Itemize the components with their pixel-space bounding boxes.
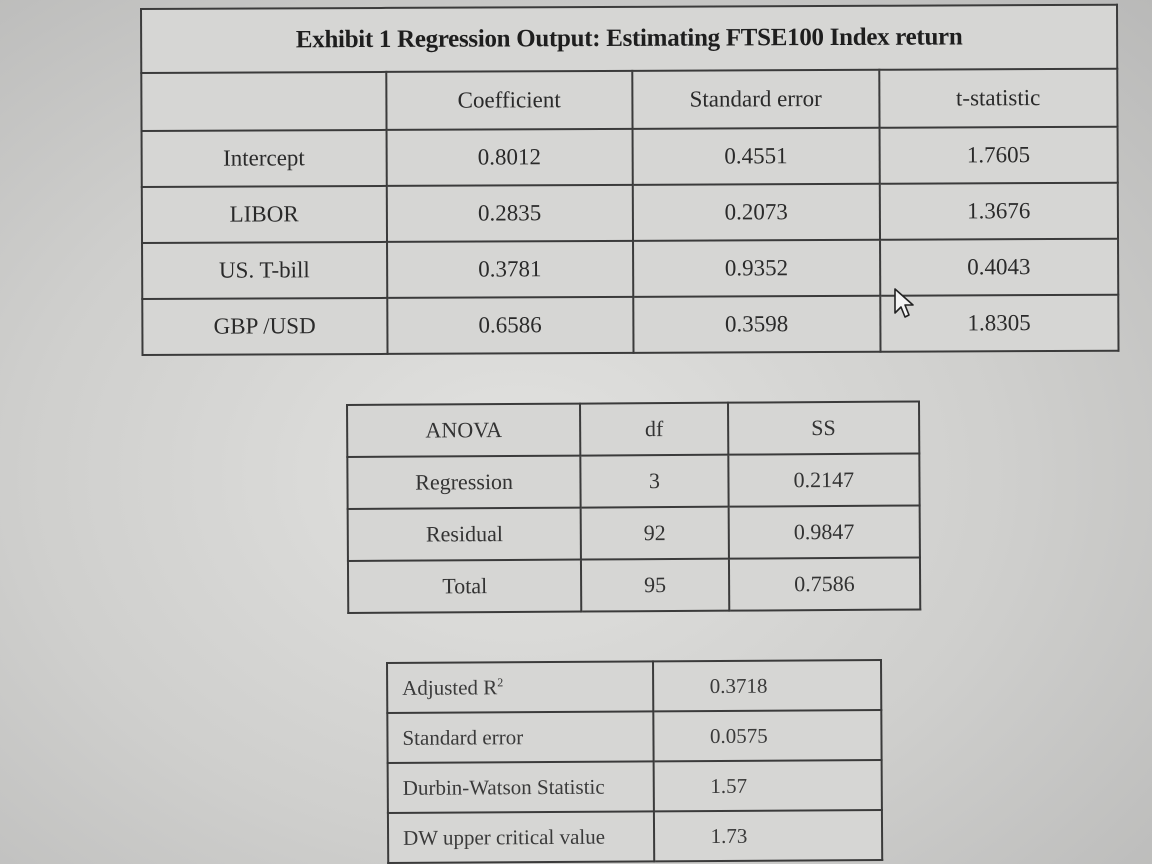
- table-row: [142, 183, 1118, 243]
- coefficient-cell: 0.2835: [386, 185, 633, 242]
- df-cell: 95: [581, 559, 729, 612]
- table-row: [388, 810, 882, 863]
- row-label: Total: [348, 560, 582, 613]
- row-label: US. T-bill: [142, 242, 387, 299]
- value-cell: 1.57: [653, 760, 882, 811]
- t-stat-cell: 1.3676: [879, 183, 1118, 240]
- table-row: [142, 295, 1118, 355]
- t-stat-cell: 1.7605: [879, 127, 1118, 184]
- ss-cell: 0.9847: [728, 505, 920, 558]
- table-row: [348, 505, 920, 560]
- header-df: df: [580, 403, 728, 456]
- header-t-statistic: t-statistic: [879, 69, 1118, 128]
- coefficient-cell: 0.6586: [387, 297, 634, 354]
- table-row: [142, 127, 1118, 187]
- t-stat-cell: 0.4043: [880, 239, 1119, 296]
- adjusted-r-label: Adjusted R: [402, 674, 498, 700]
- anova-table: [346, 400, 921, 614]
- row-label: LIBOR: [142, 186, 387, 243]
- regression-output-table: [140, 4, 1120, 356]
- value-cell: 0.0575: [653, 710, 882, 761]
- ss-cell: 0.7586: [729, 557, 921, 610]
- header-standard-error: Standard error: [632, 70, 879, 129]
- row-label: GBP /USD: [142, 298, 387, 355]
- row-label: [387, 661, 653, 713]
- coefficient-cell: 0.8012: [386, 129, 633, 186]
- row-label: DW upper critical value: [388, 811, 654, 863]
- row-label: Durbin-Watson Statistic: [388, 761, 654, 813]
- row-label: Intercept: [142, 130, 387, 187]
- mouse-pointer-icon: [893, 287, 919, 321]
- header-blank: [141, 72, 386, 131]
- table-row: [348, 557, 920, 612]
- header-row: [141, 69, 1117, 131]
- table-row: [387, 660, 881, 713]
- table-row: [142, 239, 1118, 299]
- table-row: [387, 710, 881, 763]
- table-row: [388, 760, 882, 813]
- t-stat-cell: 1.8305: [880, 295, 1119, 352]
- r-squared-superscript: 2: [497, 674, 504, 689]
- regression-statistics-table: [386, 659, 883, 864]
- header-ss: SS: [728, 401, 920, 454]
- row-label: Regression: [347, 456, 581, 509]
- std-error-cell: 0.9352: [633, 240, 880, 297]
- std-error-cell: 0.4551: [633, 128, 880, 185]
- std-error-cell: 0.3598: [633, 296, 880, 353]
- value-cell: 1.73: [653, 810, 882, 861]
- header-anova: ANOVA: [347, 404, 581, 457]
- std-error-cell: 0.2073: [633, 184, 880, 241]
- row-label: Standard error: [387, 711, 653, 763]
- value-cell: 0.3718: [653, 660, 882, 711]
- ss-cell: 0.2147: [728, 453, 920, 506]
- header-row: [347, 401, 919, 456]
- header-coefficient: Coefficient: [386, 71, 633, 130]
- table-title: Exhibit 1 Regression Output: Estimating FTSE100 Index return: [141, 5, 1117, 73]
- coefficient-cell: 0.3781: [387, 241, 634, 298]
- row-label: Residual: [348, 508, 582, 561]
- df-cell: 3: [581, 455, 729, 508]
- table-row: [347, 453, 919, 508]
- df-cell: 92: [581, 507, 729, 560]
